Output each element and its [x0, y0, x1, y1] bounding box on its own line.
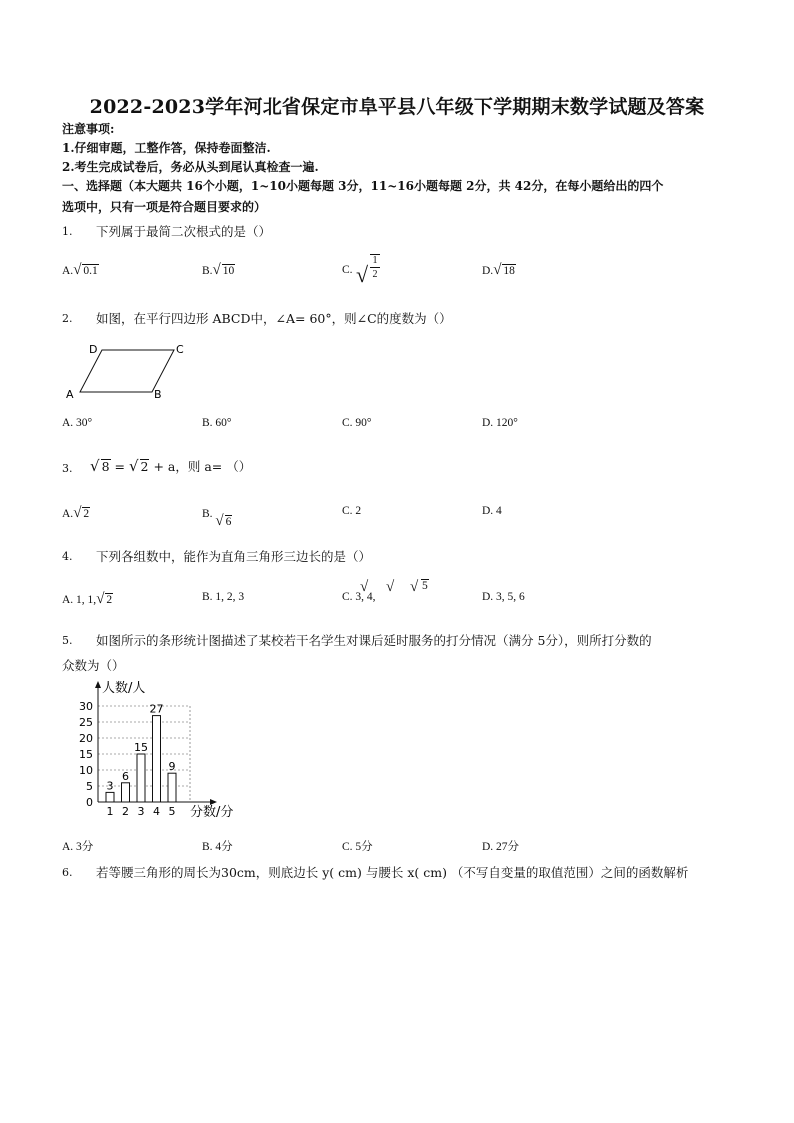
- q1-d-value: 18: [503, 265, 515, 277]
- q2-option-c: C. 90°: [342, 417, 372, 429]
- q4-c-label: C. 3, 4,: [342, 591, 376, 603]
- q3-tail: + a，则 a= （）: [153, 459, 252, 474]
- x-tick-label: 1: [106, 805, 114, 818]
- sqrt-icon: √: [73, 505, 82, 521]
- q3-radicand-2: 2: [140, 459, 149, 474]
- bar: [168, 773, 176, 802]
- q5-text-line1: 如图所示的条形统计图描述了某校若干名学生对课后延时服务的打分情况（满分 5分），则所打分数的: [96, 633, 652, 648]
- q1-a-value: 0.1: [83, 265, 98, 277]
- q5-option-a: A. 3分: [62, 841, 94, 853]
- y-tick-label: 30: [79, 700, 93, 713]
- q4-a-value: 2: [106, 594, 113, 606]
- q2-number: 2.: [62, 312, 73, 325]
- sqrt-icon: √: [493, 262, 502, 278]
- q1-option-d: [482, 262, 516, 279]
- q1-b-value: 10: [222, 265, 235, 277]
- q4-option-d: D. 3, 5, 6: [482, 591, 525, 603]
- notes-item-2: 2.考生完成试卷后，务必从头到尾认真检查一遍.: [62, 160, 319, 174]
- sqrt-icon: √: [215, 513, 224, 529]
- y-tick-label: 10: [79, 764, 93, 777]
- bar-value-label: 6: [122, 769, 129, 783]
- parallelogram-shape: [80, 350, 174, 392]
- q4-number: 4.: [62, 550, 73, 563]
- x-tick-label: 3: [137, 805, 145, 818]
- q3-b-label: B.: [202, 508, 213, 520]
- notes-heading: 注意事项:: [62, 122, 115, 136]
- sqrt-icon: √: [212, 262, 221, 278]
- q1-a-label: A.: [62, 265, 74, 277]
- q5-number: 5.: [62, 634, 73, 647]
- q1-c-denominator: 2: [370, 267, 380, 280]
- q4-text: 下列各组数中，能作为直角三角形三边长的是（）: [96, 549, 372, 564]
- q2-text: 如图，在平行四边形 ABCD中，∠A= 60°，则∠C的度数为（）: [96, 311, 452, 326]
- y-tick-label: 25: [79, 716, 93, 729]
- q3-radicand: 8: [101, 459, 110, 474]
- q3-a-label: A.: [62, 508, 74, 520]
- bar-value-label: 15: [134, 741, 148, 754]
- q2-option-d: D. 120°: [482, 417, 518, 429]
- sqrt-icon: √: [128, 457, 139, 475]
- q3-number: 3.: [62, 462, 73, 475]
- q4-c-extra-value: 5: [422, 580, 428, 592]
- q4-option-a: [62, 591, 113, 608]
- q3-equals: =: [114, 459, 129, 474]
- q5-text-line2: 众数为（）: [62, 658, 125, 673]
- x-axis-label: 分数/分: [190, 805, 234, 820]
- q1-text: 下列属于最简二次根式的是（）: [96, 224, 272, 239]
- q1-c-label: C.: [342, 264, 353, 276]
- q6-number: 6.: [62, 866, 73, 879]
- q3-a-value: 2: [83, 508, 90, 520]
- bar: [122, 783, 130, 802]
- notes-item-1: 1.仔细审题，工整作答，保持卷面整洁.: [62, 141, 271, 155]
- sqrt-icon: √: [360, 579, 369, 595]
- parallelogram-figure: [62, 340, 192, 402]
- q3-option-c: C. 2: [342, 505, 362, 517]
- q1-d-label: D.: [482, 265, 494, 277]
- q1-c-numerator: 1: [370, 254, 380, 266]
- bar-chart: [62, 678, 262, 828]
- y-tick-label: 20: [79, 732, 93, 745]
- bar-value-label: 3: [106, 779, 114, 793]
- sqrt-icon: √: [356, 262, 369, 287]
- bar-value-label: 27: [149, 702, 164, 716]
- sqrt-icon: √: [96, 591, 105, 607]
- q1-option-a: [62, 262, 99, 279]
- vertex-b-label: B: [154, 388, 162, 401]
- q3-b-value: 6: [225, 516, 232, 528]
- sqrt-icon: √: [410, 579, 419, 595]
- q1-option-b: [202, 262, 235, 279]
- sqrt-icon: √: [386, 579, 395, 595]
- q3-option-a: [62, 505, 90, 522]
- vertex-a-label: A: [66, 388, 74, 401]
- q5-option-d: D. 27分: [482, 841, 520, 853]
- q4-a-label: A. 1, 1,: [62, 594, 97, 606]
- q6-text: 若等腰三角形的周长为30cm，则底边长 y( cm) 与腰长 x( cm) （不写自变量的取值范围）之间的函数解析: [96, 865, 689, 880]
- vertex-c-label: C: [176, 343, 184, 356]
- sqrt-icon: √: [73, 262, 82, 278]
- q4-option-c: [342, 579, 452, 605]
- y-axis-arrow-icon: [95, 681, 101, 688]
- q5-option-b: B. 4分: [202, 841, 233, 853]
- x-tick-label: 4: [153, 805, 160, 818]
- bar-value-label: 9: [168, 760, 176, 774]
- q2-option-b: B. 60°: [202, 417, 232, 429]
- bar: [106, 792, 114, 802]
- q1-b-label: B.: [202, 265, 213, 277]
- y-tick-label: 5: [86, 780, 93, 793]
- y-axis-label: 人数/人: [102, 681, 146, 696]
- sqrt-icon: √: [90, 457, 100, 475]
- q3-option-b: [202, 505, 232, 529]
- x-tick-label: 2: [122, 805, 129, 818]
- x-tick-label: 5: [168, 805, 176, 818]
- vertex-d-label: D: [89, 343, 98, 356]
- q5-option-c: C. 5分: [342, 841, 373, 853]
- y-tick-label: 0: [86, 796, 93, 809]
- section-heading-line2: 选项中，只有一项是符合题目要求的）: [62, 200, 267, 214]
- page-title: 2022-2023学年河北省保定市阜平县八年级下学期期末数学试题及答案: [89, 96, 705, 118]
- q2-option-a: A. 30°: [62, 417, 93, 429]
- bar: [137, 754, 145, 802]
- bar: [153, 716, 161, 802]
- q4-option-b: B. 1, 2, 3: [202, 591, 245, 603]
- q3-option-d: D. 4: [482, 505, 502, 517]
- y-tick-label: 15: [79, 748, 93, 761]
- q1-number: 1.: [62, 225, 73, 238]
- q3-text: [90, 457, 251, 475]
- section-heading-line1: 一、选择题（本大题共 16个小题，1~10小题每题 3分，11~16小题每题 2分，共 42分，在每小题给出的四个: [62, 179, 664, 193]
